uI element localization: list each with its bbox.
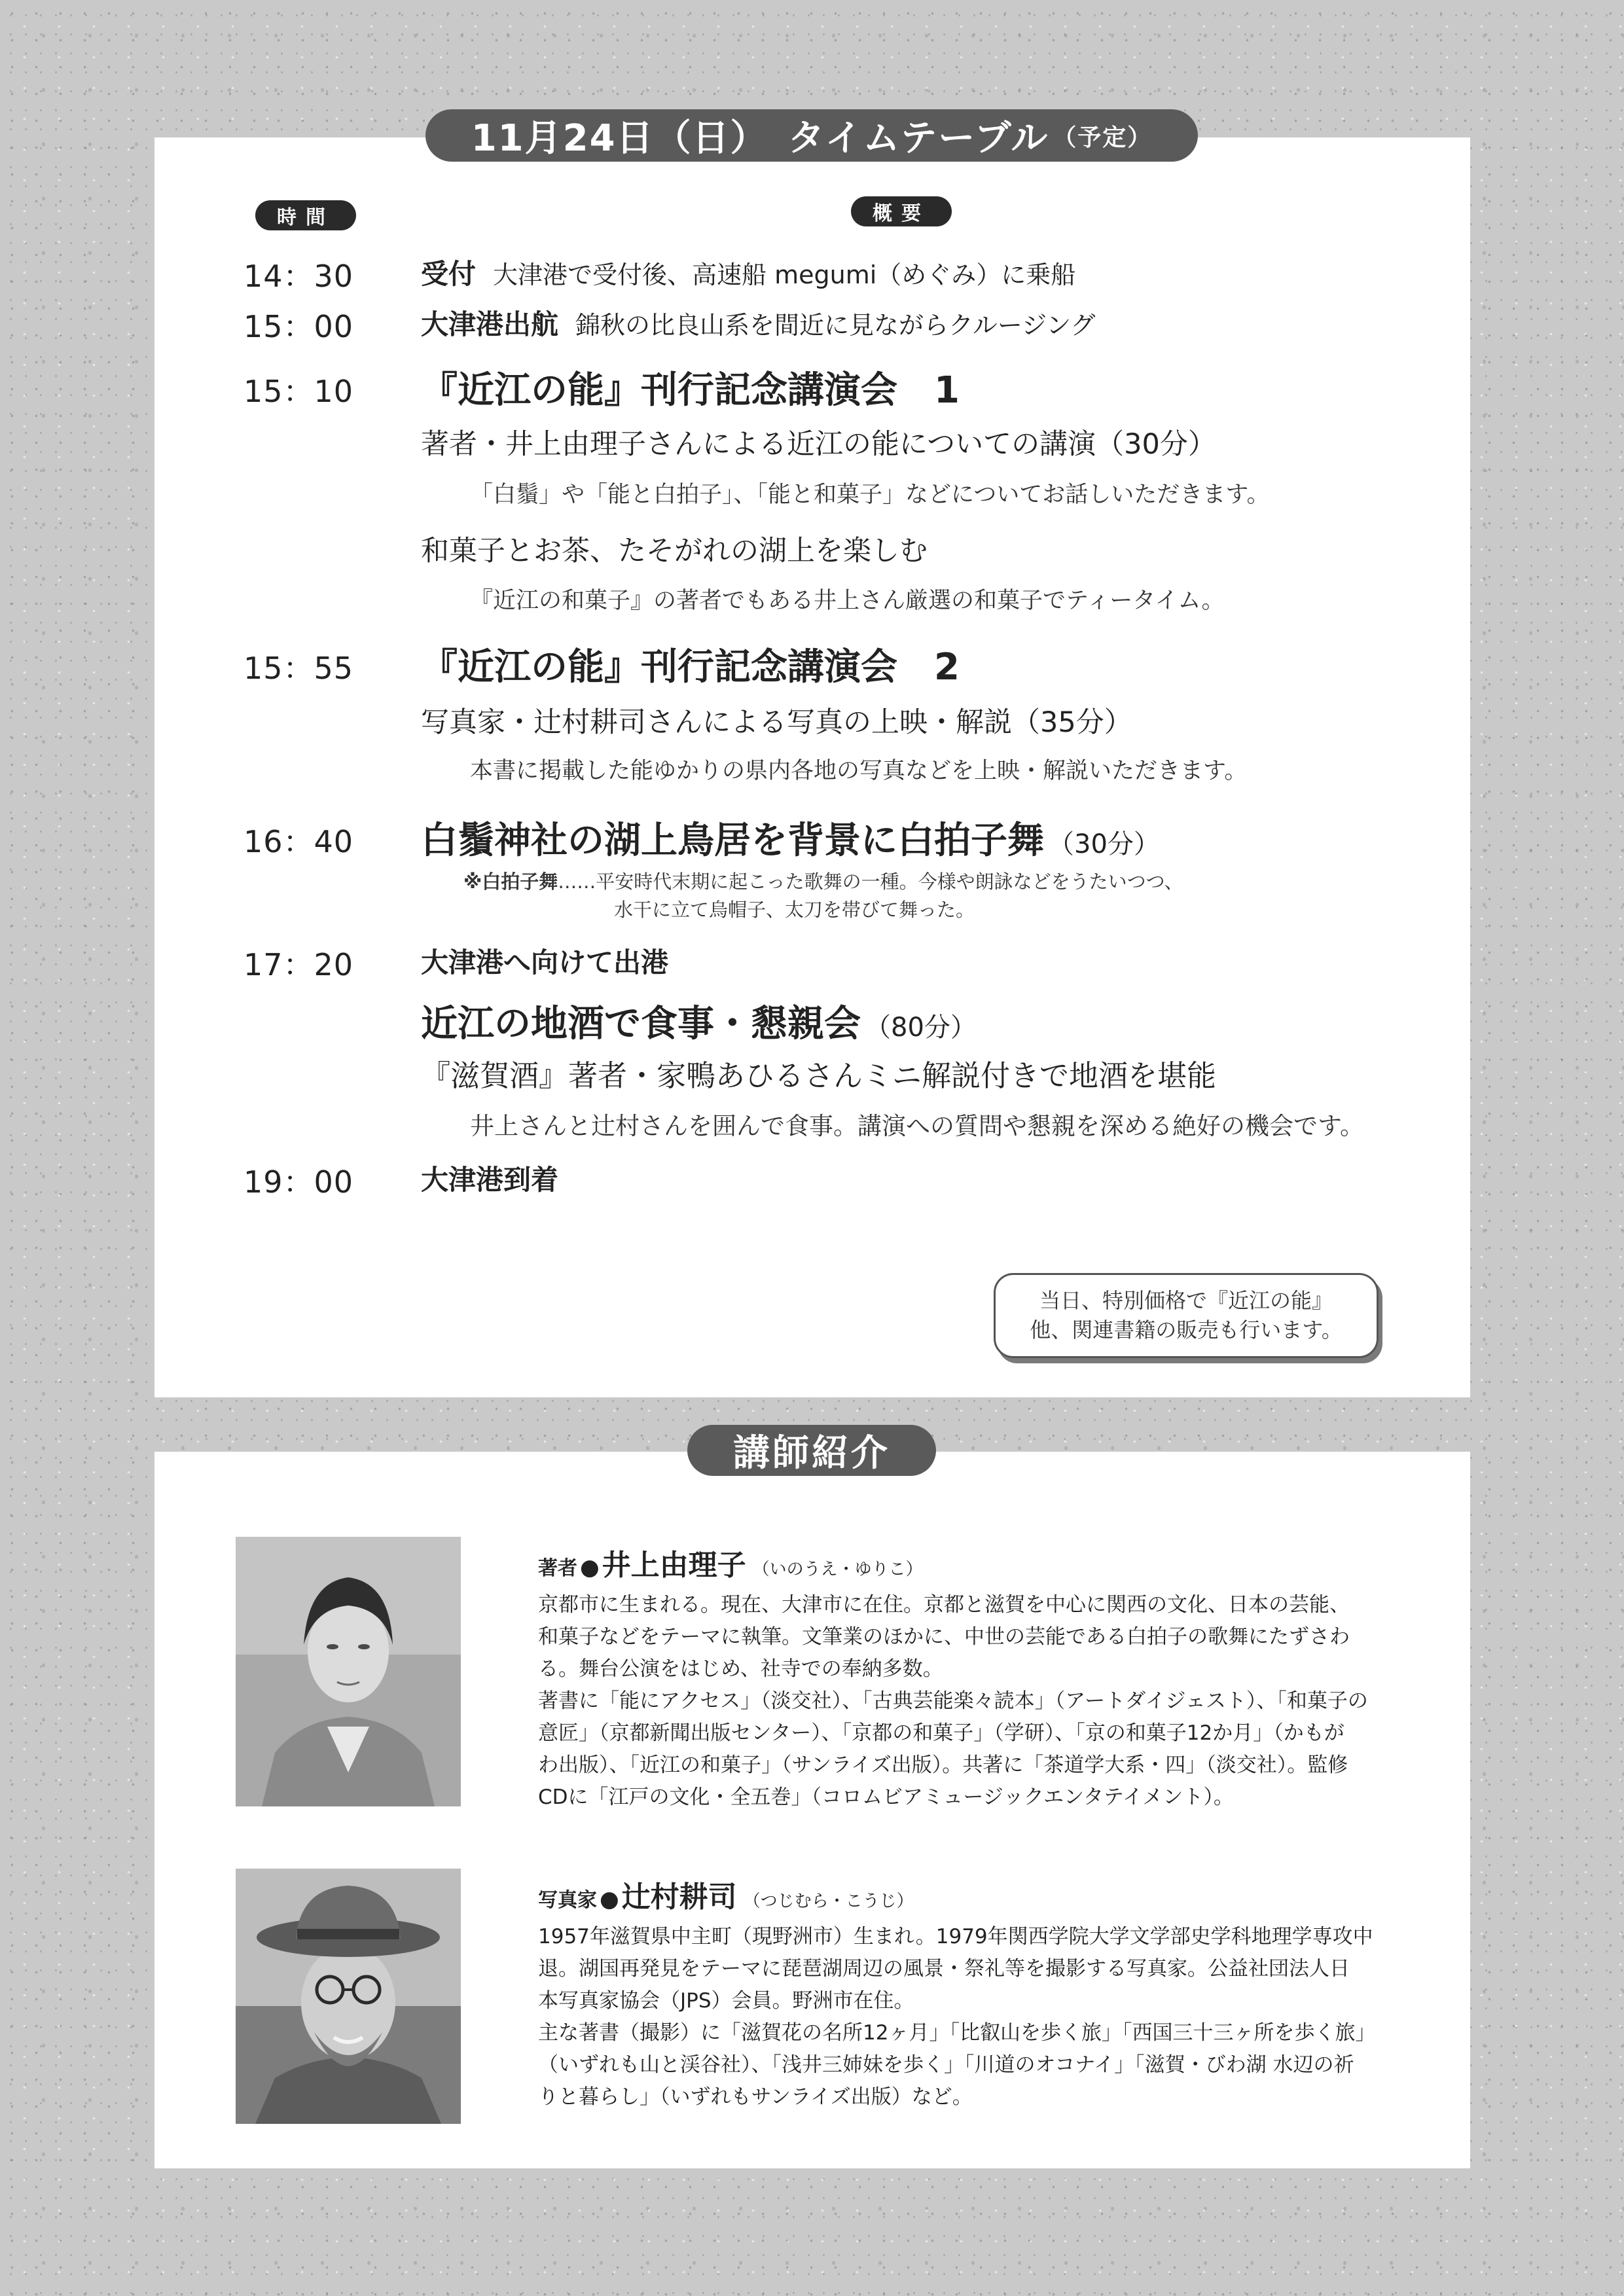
timetable-heading [425,109,1198,162]
event-reception [421,253,1075,292]
lecture-2-title: 『近江の能』刊行記念講演会 2 [421,646,960,689]
speaker-2-bio-line: 1957年滋賀県中主町（現野洲市）生まれ。1979年関西学院大学文学部史学科地理学専攻中 [538,1925,1373,1948]
teatime-line: 和菓子とお茶、たそがれの湖上を楽しむ [421,535,928,567]
lecture-2-note: 本書に掲載した能ゆかりの県内各地の写真などを上映・解説いただきます。 [470,758,1248,784]
speaker-1-kana: （いのうえ・ゆりこ） [752,1560,923,1579]
speaker-1-bio-line: 意匠」（京都新聞出版センター）、「京都の和菓子」（学研）、「京の和菓子12か月」（かもが [538,1721,1344,1745]
time-1500: 15：00 [244,309,354,344]
speaker-2-name: 辻村耕司 [621,1880,737,1914]
time-1640: 16：40 [244,824,354,859]
event-return-departure: 大津港へ向けて出港 [421,946,669,978]
timetable-heading-sub: （予定） [1053,124,1153,151]
speaker-2-bio-line: 退。湖国再発見をテーマに琵琶湖周辺の風景・祭礼等を撮影する写真家。公益社団法人日 [538,1956,1350,1981]
speaker-1-bio [538,1589,1389,1814]
event-departure-desc: 錦秋の比良山系を間近に見ながらクルージング [575,311,1096,340]
speaker-1-name: 井上由理子 [602,1549,746,1582]
speaker-2-name-line [538,1873,914,1915]
speaker-2-portrait-photo [236,1869,461,2124]
speaker-1-portrait-photo [236,1537,461,1806]
dance-note-line-2: 水干に立て烏帽子、太刀を帯びて舞った。 [614,899,975,921]
event-reception-desc: 大津港で受付後、高速船 megumi（めぐみ）に乗船 [493,260,1076,289]
event-departure [421,303,1095,342]
lecture-2-line: 写真家・辻村耕司さんによる写真の上映・解説（35分） [421,706,1132,739]
speakers-heading: 講師紹介 [687,1425,936,1476]
time-1900: 19：00 [244,1164,354,1200]
teatime-note: 『近江の和菓子』の著者でもある井上さん厳選の和菓子でティータイム。 [470,588,1225,614]
dinner-duration: （80分） [865,1013,977,1043]
timetable-heading-main: 11月24日（日） タイムテーブル [471,117,1049,160]
dinner-line: 『滋賀酒』著者・家鴨あひるさんミニ解説付きで地酒を堪能 [421,1058,1217,1093]
speaker-1-bio-line: 和菓子などをテーマに執筆。文筆業のほかに、中世の芸能である白拍子の歌舞にたずさわ [538,1624,1350,1649]
column-header-overview: 概要 [851,196,952,226]
time-1510: 15：10 [244,374,354,409]
dinner-note: 井上さんと辻村さんを囲んで食事。講演への質問や懇親を深める絶好の機会です。 [470,1112,1365,1140]
time-1555: 15：55 [244,651,354,686]
book-sale-notice [994,1273,1379,1358]
lecture-1-title: 『近江の能』刊行記念講演会 1 [421,369,960,412]
speaker-2-bio-line: （いずれも山と渓谷社）、「浅井三姉妹を歩く」「川道のオコナイ」「滋賀・びわ湖 水辺の祈 [538,2053,1354,2077]
event-departure-label: 大津港出航 [421,308,559,340]
event-arrival: 大津港到着 [421,1164,559,1196]
column-header-time: 時間 [255,200,356,230]
speaker-2-bullet-icon: ● [600,1886,619,1912]
speaker-2-role: 写真家 [538,1889,597,1912]
time-1430: 14：30 [244,259,354,294]
speaker-1-bio-line: 著書に「能にアクセス」（淡交社）、「古典芸能楽々読本」（アートダイジェスト）、「和菓子の [538,1689,1368,1713]
speaker-1-bio-line: る。舞台公演をはじめ、社寺での奉納多数。 [538,1657,943,1681]
speaker-2-kana: （つじむら・こうじ） [743,1892,914,1911]
dance-note-text-1: ……平安時代末期に起こった歌舞の一種。今様や朗詠などをうたいつつ、 [558,870,1183,893]
book-sale-line-2: 他、関連書籍の販売も行います。 [1030,1318,1343,1342]
speaker-1-name-line [538,1541,923,1583]
dinner-title [421,995,977,1047]
dance-title [421,812,1160,864]
dance-duration: （30分） [1048,829,1160,859]
speaker-2-bio [538,1921,1389,2113]
speaker-1-bio-line: CDに「江戸の文化・全五巻」（コロムビアミュージックエンタテイメント）。 [538,1785,1234,1809]
dance-title-text: 白鬚神社の湖上鳥居を背景に白拍子舞 [421,819,1044,862]
dinner-title-text: 近江の地酒で食事・懇親会 [421,1003,861,1045]
speaker-2-bio-line: りと暮らし」（いずれもサンライズ出版）など。 [538,2085,973,2109]
lecture-1-note: 「白鬚」や「能と白拍子」、「能と和菓子」などについてお話しいただきます。 [470,482,1270,508]
speaker-1-bullet-icon: ● [580,1554,600,1581]
dance-note-line-1 [463,867,1183,894]
speaker-1-role: 著者 [538,1557,577,1580]
speaker-1-bio-line: 京都市に生まれる。現在、大津市に在住。京都と滋賀を中心に関西の文化、日本の芸能、 [538,1593,1350,1617]
book-sale-line-1: 当日、特別価格で『近江の能』 [1039,1288,1333,1314]
event-reception-label: 受付 [421,258,477,290]
lecture-1-line: 著者・井上由理子さんによる近江の能についての講演（30分） [421,428,1216,461]
speaker-1-bio-line: わ出版）、「近江の和菓子」（サンライズ出版）。共著に「茶道学大系・四」（淡交社）。監修 [538,1753,1348,1777]
speaker-2-bio-line: 本写真家協会（JPS）会員。野洲市在住。 [538,1988,914,2013]
dance-note-label: ※白拍子舞 [463,870,558,893]
time-1720: 17：20 [244,947,354,982]
speaker-2-bio-line: 主な著書（撮影）に「滋賀花の名所12ヶ月」「比叡山を歩く旅」「西国三十三ヶ所を歩く旅」 [538,2020,1376,2045]
